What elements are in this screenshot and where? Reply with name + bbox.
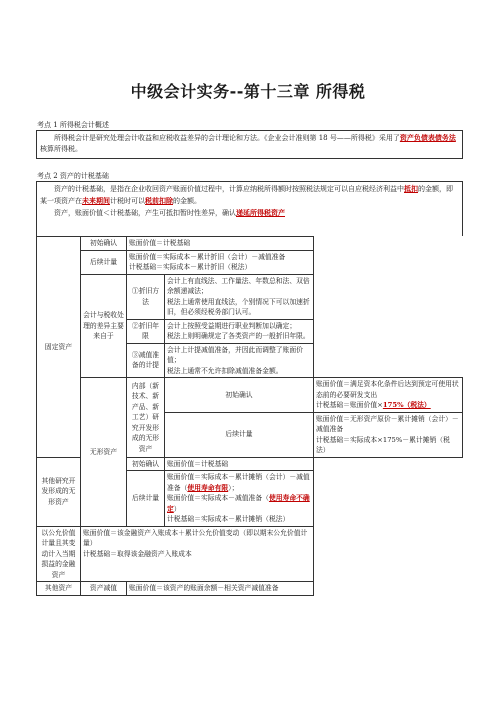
cell-diff-cause: 会计与税收处理的差异主要来自于 bbox=[81, 274, 127, 378]
page-title: 中级会计实务--第十三章 所得税 bbox=[130, 82, 366, 101]
kp1-box bbox=[36, 130, 463, 159]
cell-fa-initial: 账面价值＝计税基础 bbox=[127, 237, 314, 251]
kp1-heading: 考点 1 所得税会计概述 bbox=[37, 121, 109, 129]
cell-subsequent: 后续计量 bbox=[81, 250, 127, 274]
cell-asset-impair: 资产减值 bbox=[81, 582, 127, 596]
cell-oa-initial: 账面价值＝计税基础 bbox=[165, 457, 314, 471]
cell-other-text: 账面价值＝该资产的账面余额－相关资产减值准备 bbox=[127, 582, 314, 596]
cell-fvpl: 以公允价值计量且其变动计入当期损益的金融资产 bbox=[37, 526, 81, 582]
cell-fvpl-text: 账面价值＝该金融资产入账成本＋累计公允价值变动（即以期末公允价值计量） 计税基础＝取得该金融资产入账成本 bbox=[81, 526, 314, 582]
cell-impair: ③减值准备的计提 bbox=[127, 343, 165, 378]
cell-oa-sub-label: 后续计量 bbox=[127, 471, 165, 527]
cell-intangible: 无形资产 bbox=[81, 378, 127, 527]
cell-impair-text: 会计上计提减值准备，并因此而调整了账面价值； 税法上通常不允许扣除减值准备金额。 bbox=[165, 343, 314, 378]
cell-oa-subsequent: 账面价值＝实际成本－累计摊销（会计）－减值准备（使用寿命有限）； 账面价值＝实际成本－减值准备（使用寿命不确定） 计税基础＝实际成本－累计摊销（税法） bbox=[165, 471, 314, 527]
cell-dep-life: ②折旧年限 bbox=[127, 319, 165, 343]
cell-dep-method: ①折旧方法 bbox=[127, 274, 165, 319]
cell-ia-initial-label: 初始确认 bbox=[165, 378, 314, 413]
cell-fixed-asset: 固定资产 bbox=[37, 237, 81, 458]
kp1-highlight: 资产负债表债务法 bbox=[399, 133, 456, 142]
cell-ia-initial: 账面价值＝满足资本化条件后达到预定可使用状态前的必要研发支出 计税基础＝账面价值×175%（税法） bbox=[314, 378, 463, 413]
cell-oa-initial-label: 初始确认 bbox=[127, 457, 165, 471]
cell-dep-life-text: 会计上按照受益期进行职业判断加以确定； 税法上则明确规定了各类资产的一般折旧年限。 bbox=[165, 319, 314, 343]
kp2-box bbox=[36, 181, 463, 236]
kp2-heading: 考点 2 资产的计税基础 bbox=[37, 172, 109, 180]
tax-basis-table bbox=[36, 236, 463, 596]
kp1-text: 所得税会计是研究处理会计收益和应税收益差异的会计理论和方法。《企业会计准则第 18 号——所得税》采用了资产负债表债务法核算所得税。 bbox=[40, 133, 456, 153]
cell-ia-subsequent: 账面价值＝无形资产原价－累计摊销（会计）－减值准备 计税基础＝实际成本×175%－累计摊销（税法） bbox=[314, 412, 463, 457]
cell-initial: 初始确认 bbox=[81, 237, 127, 251]
cell-dep-method-text: 会计上有直线法、工作量法、年数总和法、双倍余额递减法； 税法上通常使用直线法，个别情况下可以加速折旧，但必须经税务部门认可。 bbox=[165, 274, 314, 319]
cell-other-rd: 其他研究开发形成的无形资产 bbox=[37, 457, 81, 526]
cell-internal-rd: 内部（新技术、新产品、新工艺）研究开发形成的无形资产 bbox=[127, 378, 165, 458]
cell-ia-sub-label: 后续计量 bbox=[165, 412, 314, 457]
cell-other-assets: 其他资产 bbox=[37, 582, 81, 596]
kp2-paragraph-2: 资产，账面价值＜计税基础，产生可抵扣暂时性差异，确认递延所得税资产 bbox=[54, 208, 285, 217]
cell-fa-subsequent: 账面价值＝实际成本－累计折旧（会计）－减值准备 计税基础＝实际成本－累计折旧（税法） bbox=[127, 250, 314, 274]
kp2-paragraph-1: 资产的计税基础，是指在企业收回资产账面价值过程中，计算应纳税所得额时按照税法规定可以自应税经济利益中抵扣的金额，即某一项资产在未来期间计税时可以税前扣除的金额。 bbox=[40, 184, 453, 205]
